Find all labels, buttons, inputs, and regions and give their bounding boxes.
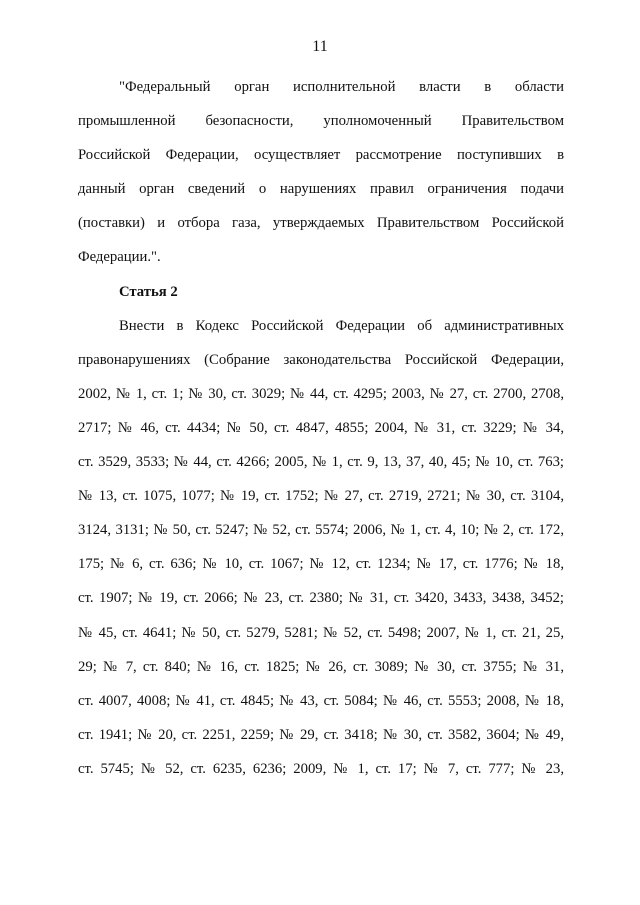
text-line: ст. 1941; № 20, ст. 2251, 2259; № 29, ст. 3418; № 30, ст. 3582, 3604; № 49, (78, 726, 564, 743)
text-line: 3124, 3131; № 50, ст. 5247; № 52, ст. 5574; 2006, № 1, ст. 4, 10; № 2, ст. 172, (78, 522, 564, 539)
text-line: "Федеральный орган исполнительной власти в области (119, 79, 564, 95)
text-line: Федерации.". (78, 249, 161, 266)
text-line: ст. 1907; № 19, ст. 2066; № 23, ст. 2380; № 31, ст. 3420, 3433, 3438, 3452; (78, 590, 564, 607)
text-line: Российской Федерации, осуществляет рассмотрение поступивших в (78, 147, 564, 164)
paragraph-amendment-text (78, 70, 564, 275)
text-line: Внести в Кодекс Российской Федерации об административных (119, 317, 564, 334)
text-line: ст. 3529, 3533; № 44, ст. 4266; 2005, № 1, ст. 9, 13, 37, 40, 45; № 10, ст. 763; (78, 454, 564, 471)
text-line: промышленной безопасности, уполномоченный Правительством (78, 113, 564, 130)
text-line: № 13, ст. 1075, 1077; № 19, ст. 1752; № 27, ст. 2719, 2721; № 30, ст. 3104, (78, 488, 564, 505)
text-line: 29; № 7, ст. 840; № 16, ст. 1825; № 26, ст. 3089; № 30, ст. 3755; № 31, (78, 658, 564, 675)
text-line: 2717; № 46, ст. 4434; № 50, ст. 4847, 4855; 2004, № 31, ст. 3229; № 34, (78, 419, 564, 436)
paragraph-article-2 (78, 309, 564, 786)
text-line: (поставки) и отбора газа, утверждаемых Правительством Российской (78, 215, 564, 232)
text-line: 175; № 6, ст. 636; № 10, ст. 1067; № 12, ст. 1234; № 17, ст. 1776; № 18, (78, 556, 564, 573)
page-number: 11 (312, 38, 328, 55)
text-line: ст. 5745; № 52, ст. 6235, 6236; 2009, № 1, ст. 17; № 7, ст. 777; № 23, (78, 760, 564, 777)
text-line: № 45, ст. 4641; № 50, ст. 5279, 5281; № 52, ст. 5498; 2007, № 1, ст. 21, 25, (78, 624, 564, 641)
text-line: данный орган сведений о нарушениях правил ограничения подачи (78, 181, 564, 198)
document-body (78, 70, 564, 786)
text-line: 2002, № 1, ст. 1; № 30, ст. 3029; № 44, ст. 4295; 2003, № 27, ст. 2700, 2708, (78, 385, 564, 402)
article-heading: Статья 2 (119, 283, 178, 300)
text-line: ст. 4007, 4008; № 41, ст. 4845; № 43, ст. 5084; № 46, ст. 5553; 2008, № 18, (78, 692, 564, 709)
text-line: правонарушениях (Собрание законодательства Российской Федерации, (78, 351, 564, 368)
